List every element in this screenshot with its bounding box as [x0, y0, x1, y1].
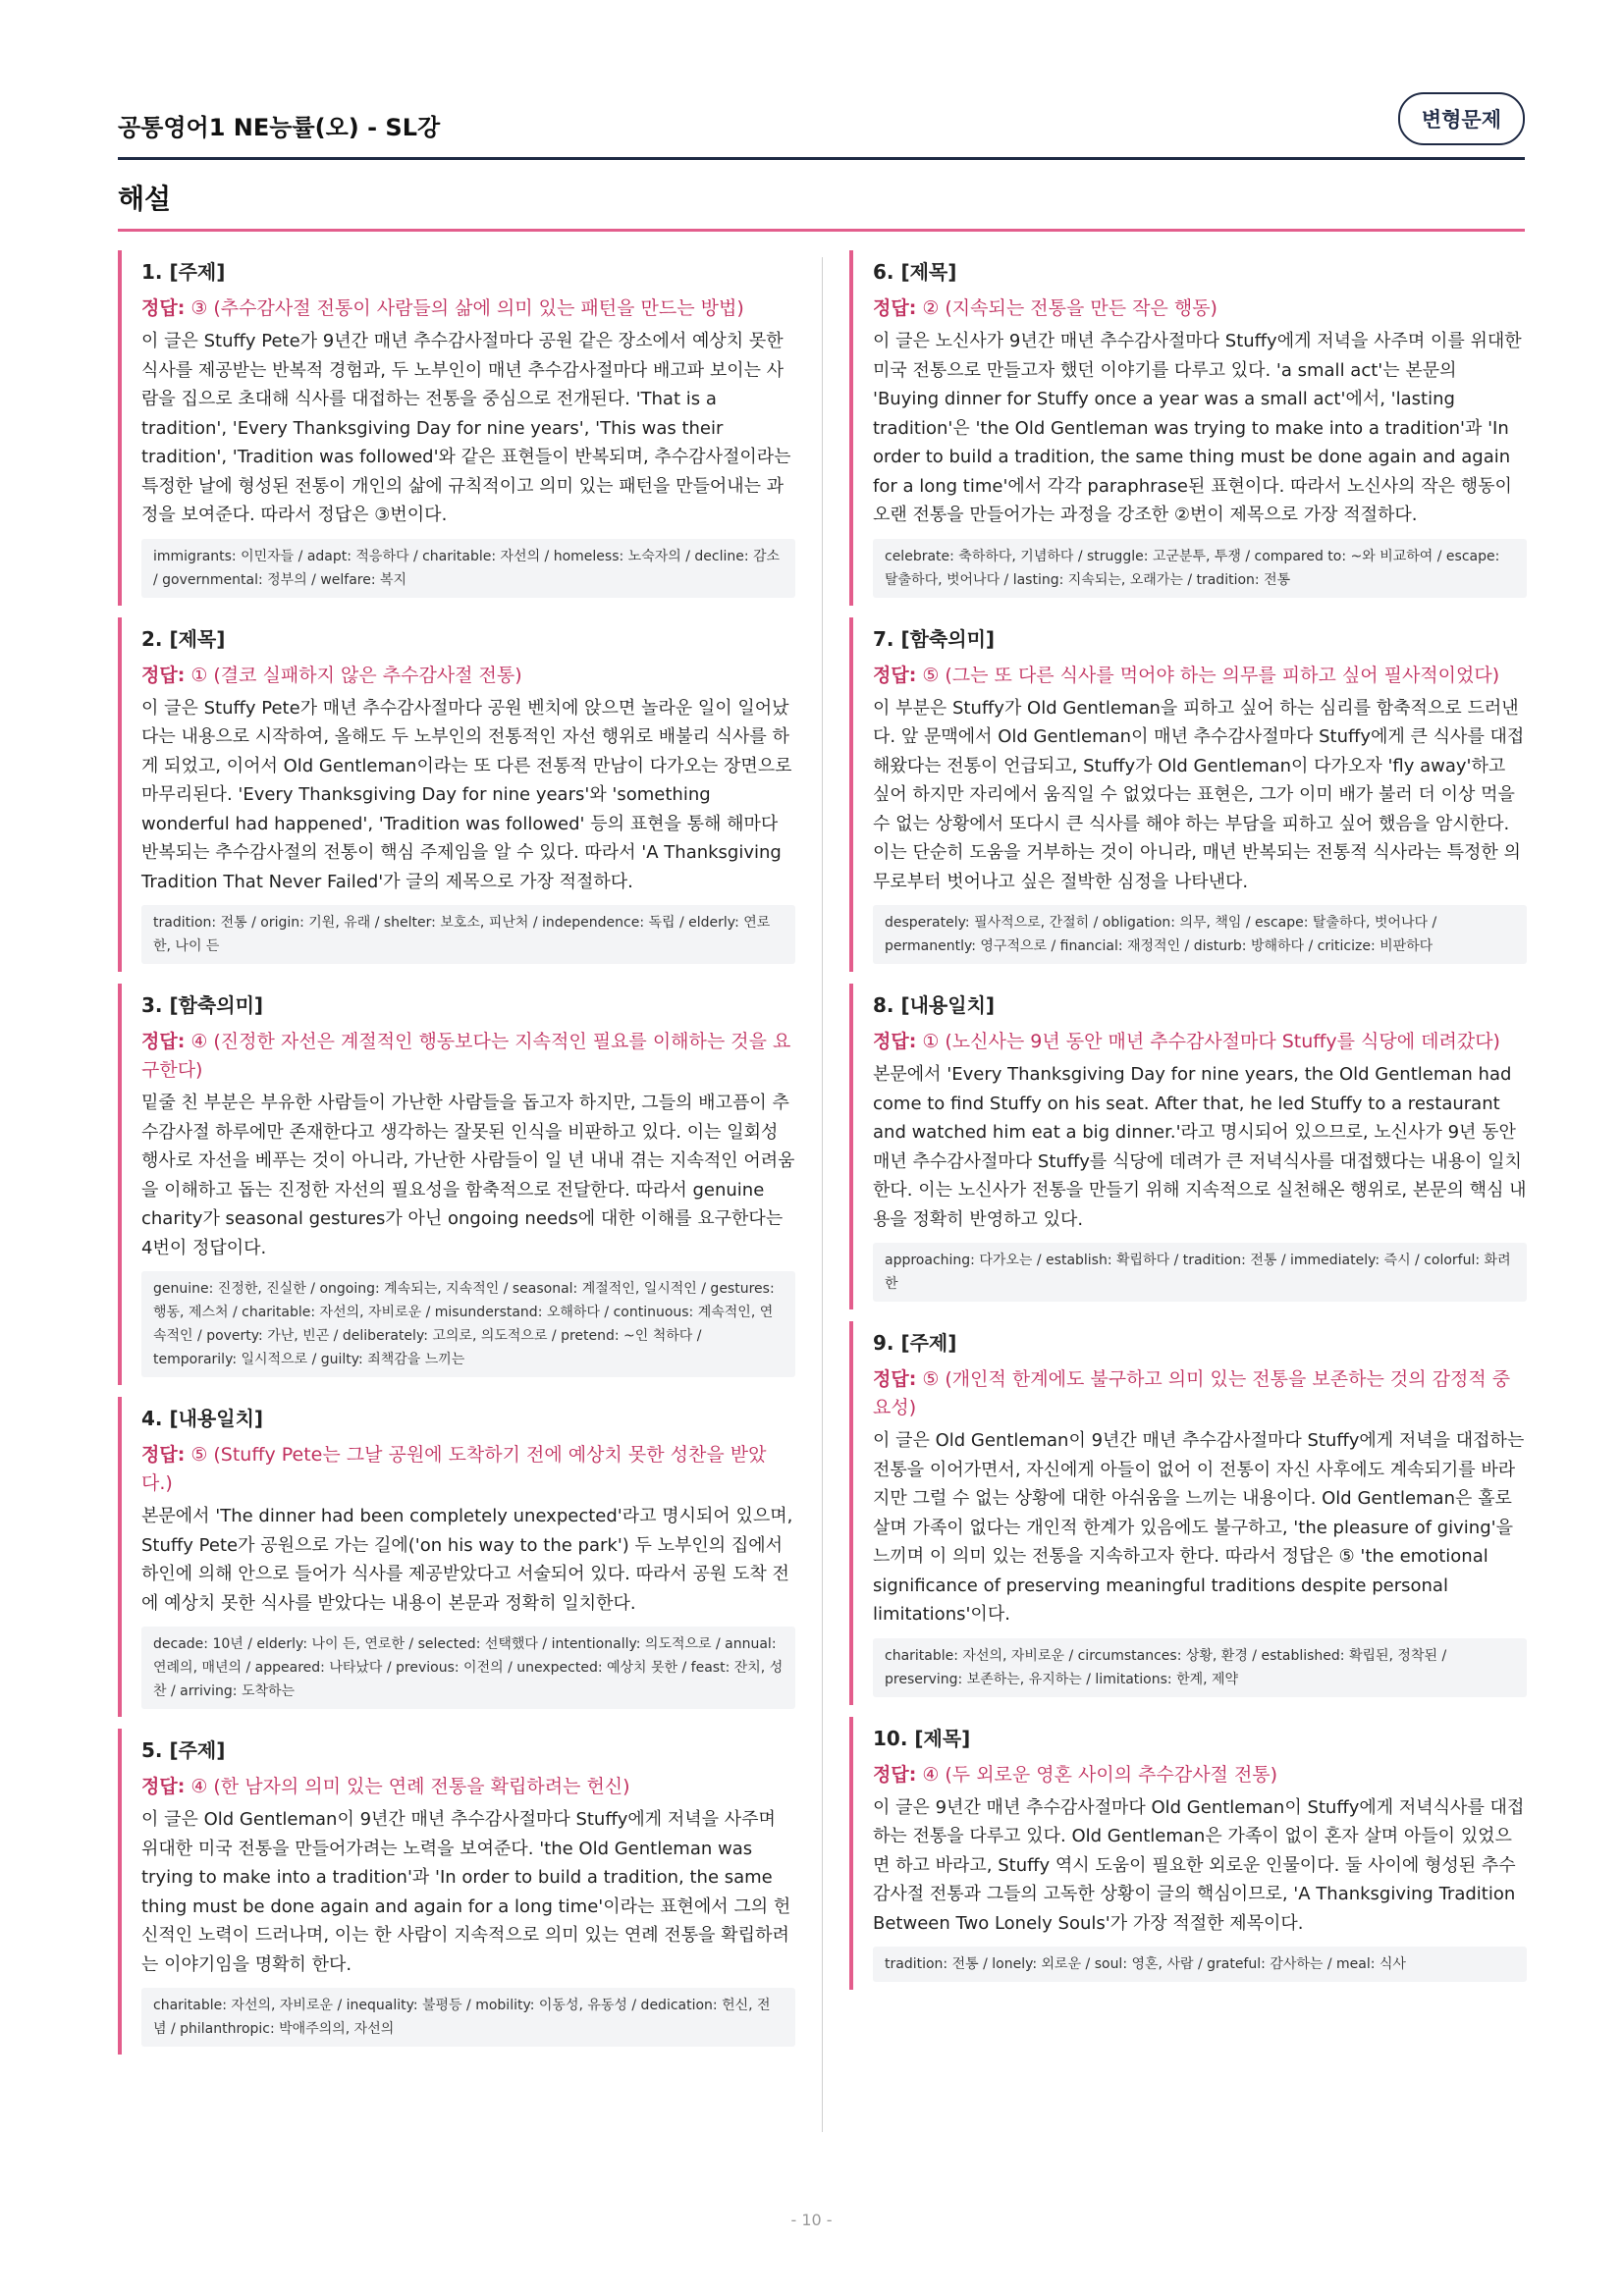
- answer-label: 정답:: [873, 1368, 917, 1390]
- explanation-item-6: [849, 250, 1527, 606]
- right-column: [849, 250, 1527, 2002]
- explanation-item-1: [118, 250, 795, 606]
- explanation-item-8: [849, 984, 1527, 1309]
- item-vocab: charitable: 자선의, 자비로운 / inequality: 불평등 / mobility: 이동성, 유동성 / dedication: 헌신, 전념 / philanthropic: 박애주의의, 자선의: [141, 1988, 795, 2047]
- explanation-item-7: [849, 617, 1527, 973]
- item-explanation: 밑줄 친 부분은 부유한 사람들이 가난한 사람들을 돕고자 하지만, 그들의 배고픔이 추수감사절 하루에만 존재한다고 생각하는 잘못된 인식을 비판하고 있다. 이는 일회성 행사로 자선을 베푸는 것이 아니라, 가난한 사람들이 일 년 내내 겪는 지속적인 어려움을 이해하고 돕는 진정한 자선의 필요성을 함축적으로 전달한다. 따라서 genuine charity가 seasonal gestures가 아닌 ongoing needs에 대한 이해를 요구한다는 4번이 정답이다.: [141, 1093, 795, 1258]
- explanation-item-5: [118, 1729, 795, 2055]
- item-answer: [141, 294, 795, 323]
- item-explanation: 이 글은 Stuffy Pete가 9년간 매년 추수감사절마다 공원 같은 장소에서 예상치 못한 식사를 제공받는 반복적 경험과, 두 노부인이 매년 추수감사절마다 배고파 보이는 사람을 집으로 초대해 식사를 대접하는 전통을 중심으로 전개된다. 'That is a tradition', 'Every Thanksgiving Day for nine years', 'This was their tradition', 'Tradition was followed'와 같은 표현들이 반복되며, 추수감사절이라는 특정한 날에 형성된 전통이 개인의 삶에 규칙적이고 의미 있는 패턴을 만들어내는 과정을 보여준다. 따라서 정답은 ③번이다.: [141, 331, 791, 525]
- item-heading: 8. [내용일치]: [873, 993, 996, 1017]
- item-answer: [141, 1441, 795, 1498]
- item-heading: 3. [함축의미]: [141, 993, 264, 1017]
- answer-label: 정답:: [141, 1444, 186, 1466]
- answer-label: 정답:: [873, 1763, 917, 1786]
- answer-text: ② (지속되는 전통을 만든 작은 행동): [922, 297, 1217, 319]
- item-vocab: tradition: 전통 / origin: 기원, 유래 / shelter: 보호소, 피난처 / independence: 독립 / elderly: 연로한, 나이 든: [141, 905, 795, 964]
- item-answer: [141, 1028, 795, 1085]
- explanation-item-10: [849, 1717, 1527, 1991]
- item-explanation: 이 글은 노신사가 9년간 매년 추수감사절마다 Stuffy에게 저녁을 사주며 이를 위대한 미국 전통으로 만들고자 했던 이야기를 다루고 있다. 'a small act'는 본문의 'Buying dinner for Stuffy once a year was a small act'에서, 'lasting tradition'은 'the Old Gentleman was trying to make into a tradition'과 'In order to build a tradition, the same thing must be done again and again for a long time'에서 각각 paraphrase된 표현이다. 따라서 노신사의 작은 행동이 오랜 전통을 만들어가는 과정을 강조한 ②번이 제목으로 가장 적절하다.: [873, 331, 1522, 525]
- page-number: - 10 -: [790, 2211, 833, 2229]
- item-answer: [141, 662, 795, 690]
- item-explanation: 본문에서 'The dinner had been completely unexpected'라고 명시되어 있으며, Stuffy Pete가 공원으로 가는 길에('on his way to the park') 두 노부인의 집에서 하인에 의해 안으로 들어가 식사를 제공받았다고 서술되어 있다. 따라서 공원 도착 전에 예상치 못한 식사를 받았다는 내용이 본문과 정확히 일치한다.: [141, 1506, 793, 1614]
- column-divider: [822, 257, 823, 2132]
- variant-problem-badge: 변형문제: [1398, 92, 1525, 145]
- item-answer: [141, 1773, 795, 1801]
- explanation-item-4: [118, 1397, 795, 1717]
- answer-text: ④ (진정한 자선은 계절적인 행동보다는 지속적인 필요를 이해하는 것을 요구한다): [141, 1031, 791, 1081]
- item-heading: 4. [내용일치]: [141, 1407, 264, 1430]
- item-heading: 10. [제목]: [873, 1726, 971, 1750]
- answer-label: 정답:: [873, 1031, 917, 1052]
- item-answer: [873, 1365, 1527, 1422]
- answer-label: 정답:: [141, 664, 186, 686]
- explanation-item-9: [849, 1321, 1527, 1705]
- item-vocab: tradition: 전통 / lonely: 외로운 / soul: 영혼, 사람 / grateful: 감사하는 / meal: 식사: [873, 1947, 1527, 1982]
- item-vocab: immigrants: 이민자들 / adapt: 적응하다 / charitable: 자선의 / homeless: 노숙자의 / decline: 감소 / governmental: 정부의 / welfare: 복지: [141, 539, 795, 598]
- answer-label: 정답:: [873, 664, 917, 686]
- answer-text: ③ (추수감사절 전통이 사람들의 삶에 의미 있는 패턴을 만드는 방법): [190, 297, 744, 319]
- item-vocab: genuine: 진정한, 진실한 / ongoing: 계속되는, 지속적인 / seasonal: 계절적인, 일시적인 / gestures: 행동, 제스처 / charitable: 자선의, 자비로운 / misunderstand: 오해하다 / continuous: 계속적인, 연속적인 / poverty: 가난, 빈곤 / deliberately: 고의로, 의도적으로 / pretend: ~인 척하다 / temporarily: 일시적으로 / guilty: 죄책감을 느끼는: [141, 1271, 795, 1377]
- item-vocab: celebrate: 축하하다, 기념하다 / struggle: 고군분투, 투쟁 / compared to: ~와 비교하여 / escape: 탈출하다, 벗어나다 / lasting: 지속되는, 오래가는 / tradition: 전통: [873, 539, 1527, 598]
- answer-label: 정답:: [141, 1776, 186, 1797]
- answer-label: 정답:: [873, 297, 917, 319]
- answer-text: ④ (두 외로운 영혼 사이의 추수감사절 전통): [922, 1763, 1278, 1786]
- explanation-item-2: [118, 617, 795, 973]
- explanation-item-3: [118, 984, 795, 1385]
- answer-text: ④ (한 남자의 의미 있는 연례 전통을 확립하려는 헌신): [190, 1776, 630, 1797]
- left-column: [118, 250, 795, 2066]
- item-answer: [873, 1028, 1527, 1056]
- item-answer: [873, 294, 1527, 323]
- item-heading: 6. [제목]: [873, 260, 957, 284]
- item-heading: 1. [주제]: [141, 260, 226, 284]
- answer-text: ① (결코 실패하지 않은 추수감사절 전통): [190, 664, 522, 686]
- section-title: [118, 172, 1525, 232]
- item-answer: [873, 1761, 1527, 1789]
- item-answer: [873, 662, 1527, 690]
- item-vocab: charitable: 자선의, 자비로운 / circumstances: 상황, 환경 / established: 확립된, 정착된 / preserving: 보존하는, 유지하는 / limitations: 한계, 제약: [873, 1638, 1527, 1697]
- item-vocab: desperately: 필사적으로, 간절히 / obligation: 의무, 책임 / escape: 탈출하다, 벗어나다 / permanently: 영구적으로 / financial: 재정적인 / disturb: 방해하다 / criticize: 비판하다: [873, 905, 1527, 964]
- page-header: [118, 86, 1525, 160]
- item-heading: 7. [함축의미]: [873, 626, 996, 651]
- item-explanation: 본문에서 'Every Thanksgiving Day for nine years, the Old Gentleman had come to find Stuffy on his seat. After that, he led Stuffy to a restaurant and watched him eat a big dinner.'라고 명시되어 있으므로, 노신사가 9년 동안 매년 추수감사절마다 Stuffy를 식당에 데려가 큰 저녁식사를 대접했다는 내용이 일치한다. 이는 노신사가 전통을 만들기 위해 지속적으로 실천해온 행위로, 본문의 핵심 내용을 정확히 반영하고 있다.: [873, 1064, 1527, 1230]
- item-heading: 9. [주제]: [873, 1331, 957, 1355]
- item-explanation: 이 글은 Old Gentleman이 9년간 매년 추수감사절마다 Stuffy에게 저녁을 대접하는 전통을 이어가면서, 자신에게 아들이 없어 이 전통이 자신 사후에도 계속되기를 바라지만 그럴 수 없는 상황에 대한 아쉬움을 느끼는 내용이다. Old Gentleman은 홀로 살며 가족이 없다는 개인적 한계가 있음에도 불구하고, 'the pleasure of giving'을 느끼며 이 의미 있는 전통을 지속하고자 한다. 따라서 정답은 ⑤ 'the emotional significance of preserving meaningful traditions despite personal limitations'이다.: [873, 1430, 1525, 1625]
- answer-text: ① (노신사는 9년 동안 매년 추수감사절마다 Stuffy를 식당에 데려갔다): [922, 1031, 1500, 1052]
- answer-text: ⑤ (그는 또 다른 식사를 먹어야 하는 의무를 피하고 싶어 필사적이었다): [922, 664, 1500, 686]
- header-title: 공통영어1 NE능률(오) - SL강: [118, 114, 441, 141]
- item-explanation: 이 글은 Old Gentleman이 9년간 매년 추수감사절마다 Stuffy에게 저녁을 사주며 위대한 미국 전통을 만들어가려는 노력을 보여준다. 'the Old Gentleman was trying to make into a tradition'과 'In order to build a tradition, the same thing must be done again and again for a long time'이라는 표현에서 그의 헌신적인 노력이 드러나며, 이는 한 사람이 지속적으로 의미 있는 연례 전통을 확립하려는 이야기임을 명확히 한다.: [141, 1809, 791, 1975]
- item-heading: 2. [제목]: [141, 626, 226, 651]
- answer-label: 정답:: [141, 297, 186, 319]
- answer-text: ⑤ (Stuffy Pete는 그날 공원에 도착하기 전에 예상치 못한 성찬을 받았다.): [141, 1444, 767, 1494]
- item-explanation: 이 글은 Stuffy Pete가 매년 추수감사절마다 공원 벤치에 앉으면 놀라운 일이 일어났다는 내용으로 시작하여, 올해도 두 노부인의 전통적인 자선 행위로 배불리 식사를 하게 되었고, 이어서 Old Gentleman이라는 또 다른 전통적 만남이 다가오는 장면으로 마무리된다. 'Every Thanksgiving Day for nine years'와 'something wonderful had happened', 'Tradition was followed' 등의 표현을 통해 해마다 반복되는 추수감사절의 전통이 핵심 주제임을 알 수 있다. 따라서 'A Thanksgiving Tradition That Never Failed'가 글의 제목으로 가장 적절하다.: [141, 697, 792, 892]
- answer-label: 정답:: [141, 1031, 186, 1052]
- answer-text: ⑤ (개인적 한계에도 불구하고 의미 있는 전통을 보존하는 것의 감정적 중요성): [873, 1368, 1511, 1418]
- section-title-text: 해설: [118, 183, 172, 215]
- item-explanation: 이 글은 9년간 매년 추수감사절마다 Old Gentleman이 Stuffy에게 저녁식사를 대접하는 전통을 다루고 있다. Old Gentleman은 가족이 없이 혼자 살며 아들이 있었으면 하고 바라고, Stuffy 역시 도움이 필요한 외로운 인물이다. 둘 사이에 형성된 추수감사절 전통과 그들의 고독한 상황이 글의 핵심이므로, 'A Thanksgiving Tradition Between Two Lonely Souls'가 가장 적절한 제목이다.: [873, 1796, 1525, 1934]
- item-explanation: 이 부분은 Stuffy가 Old Gentleman을 피하고 싶어 하는 심리를 함축적으로 드러낸다. 앞 문맥에서 Old Gentleman이 매년 추수감사절마다 Stuffy에게 큰 식사를 대접해왔다는 전통이 언급되고, Stuffy가 Old Gentleman이 다가오자 'fly away'하고 싶어 하지만 자리에서 움직일 수 없었다는 표현은, 그가 이미 배가 불러 더 이상 먹을 수 없는 상황에서 또다시 큰 식사를 해야 하는 부담을 피하고 싶어 했음을 암시한다. 이는 단순히 도움을 거부하는 것이 아니라, 매년 반복되는 전통적 식사라는 특정한 의무로부터 벗어나고 싶은 절박한 심정을 나타낸다.: [873, 697, 1525, 892]
- item-vocab: approaching: 다가오는 / establish: 확립하다 / tradition: 전통 / immediately: 즉시 / colorful: 화려한: [873, 1243, 1527, 1302]
- item-heading: 5. [주제]: [141, 1738, 226, 1762]
- item-vocab: decade: 10년 / elderly: 나이 든, 연로한 / selected: 선택했다 / intentionally: 의도적으로 / annual: 연례의, 매년의 / appeared: 나타났다 / previous: 이전의 / unexpected: 예상치 못한 / feast: 잔치, 성찬 / arriving: 도착하는: [141, 1627, 795, 1709]
